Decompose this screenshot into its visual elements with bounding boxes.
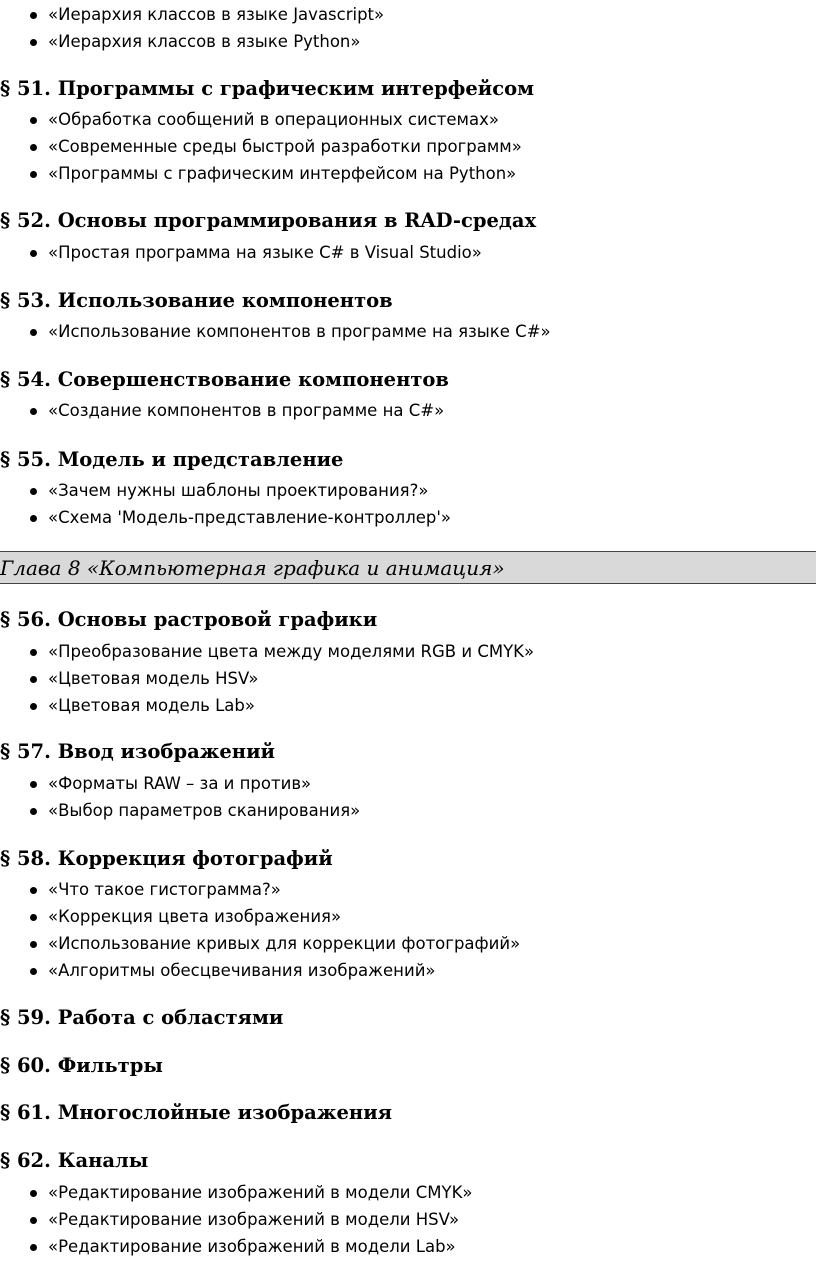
list-item-text: «Зачем нужны шаблоны проектирования?» (48, 481, 429, 500)
bullet-icon (30, 515, 37, 522)
bullet-icon (30, 781, 37, 788)
list-item-text: «Алгоритмы обесцвечивания изображений» (48, 961, 436, 980)
bullet-icon (30, 968, 37, 975)
section-heading: § 54. Совершенствование компонентов (0, 368, 449, 391)
list-item-text: «Программы с графическим интерфейсом на Python» (48, 164, 517, 183)
bullet-icon (30, 171, 37, 178)
list-item-text: «Современные среды быстрой разработки программ» (48, 137, 522, 156)
bullet-icon (30, 39, 37, 46)
bullet-icon (30, 1217, 37, 1224)
section-heading: § 53. Использование компонентов (0, 289, 393, 312)
section-heading: § 62. Каналы (0, 1149, 149, 1172)
bullet-icon (30, 914, 37, 921)
bullet-icon (30, 250, 37, 257)
chapter-title: Глава 8 «Компьютерная графика и анимация» (0, 556, 505, 580)
list-item-text: «Создание компонентов в программе на C#» (48, 401, 445, 420)
bullet-icon (30, 887, 37, 894)
section-heading: § 51. Программы с графическим интерфейсом (0, 77, 535, 100)
list-item-text: «Цветовая модель HSV» (48, 669, 259, 688)
bullet-icon (30, 703, 37, 710)
section-heading: § 55. Модель и представление (0, 448, 344, 471)
bullet-icon (30, 649, 37, 656)
bullet-icon (30, 408, 37, 415)
section-heading: § 57. Ввод изображений (0, 740, 276, 763)
chapter-banner (0, 551, 816, 584)
bullet-icon (30, 329, 37, 336)
list-item-text: «Обработка сообщений в операционных системах» (48, 110, 499, 129)
list-item-text: «Редактирование изображений в модели HSV» (48, 1210, 460, 1229)
list-item-text: «Иерархия классов в языке Javascript» (48, 5, 385, 24)
bullet-icon (30, 941, 37, 948)
list-item-text: «Что такое гистограмма?» (48, 880, 281, 899)
list-item-text: «Форматы RAW – за и против» (48, 774, 312, 793)
section-heading: § 61. Многослойные изображения (0, 1101, 393, 1124)
section-heading: § 52. Основы программирования в RAD-средах (0, 209, 537, 232)
list-item-text: «Коррекция цвета изображения» (48, 907, 342, 926)
bullet-icon (30, 1244, 37, 1251)
list-item-text: «Цветовая модель Lab» (48, 696, 255, 715)
bullet-icon (30, 808, 37, 815)
list-item-text: «Иерархия классов в языке Python» (48, 32, 361, 51)
bullet-icon (30, 117, 37, 124)
list-item-text: «Преобразование цвета между моделями RGB и CMYK» (48, 642, 535, 661)
list-item-text: «Редактирование изображений в модели CMYK» (48, 1183, 473, 1202)
bullet-icon (30, 1190, 37, 1197)
section-heading: § 59. Работа с областями (0, 1006, 284, 1029)
section-heading: § 60. Фильтры (0, 1054, 163, 1077)
list-item-text: «Схема 'Модель-представление-контроллер'» (48, 508, 452, 527)
bullet-icon (30, 144, 37, 151)
section-heading: § 56. Основы растровой графики (0, 608, 378, 631)
list-item-text: «Использование компонентов в программе на языке C#» (48, 322, 551, 341)
list-item-text: «Простая программа на языке C# в Visual Studio» (48, 243, 482, 262)
list-item-text: «Редактирование изображений в модели Lab» (48, 1237, 456, 1256)
bullet-icon (30, 12, 37, 19)
list-item-text: «Выбор параметров сканирования» (48, 801, 361, 820)
bullet-icon (30, 676, 37, 683)
list-item-text: «Использование кривых для коррекции фотографий» (48, 934, 521, 953)
bullet-icon (30, 488, 37, 495)
section-heading: § 58. Коррекция фотографий (0, 847, 333, 870)
